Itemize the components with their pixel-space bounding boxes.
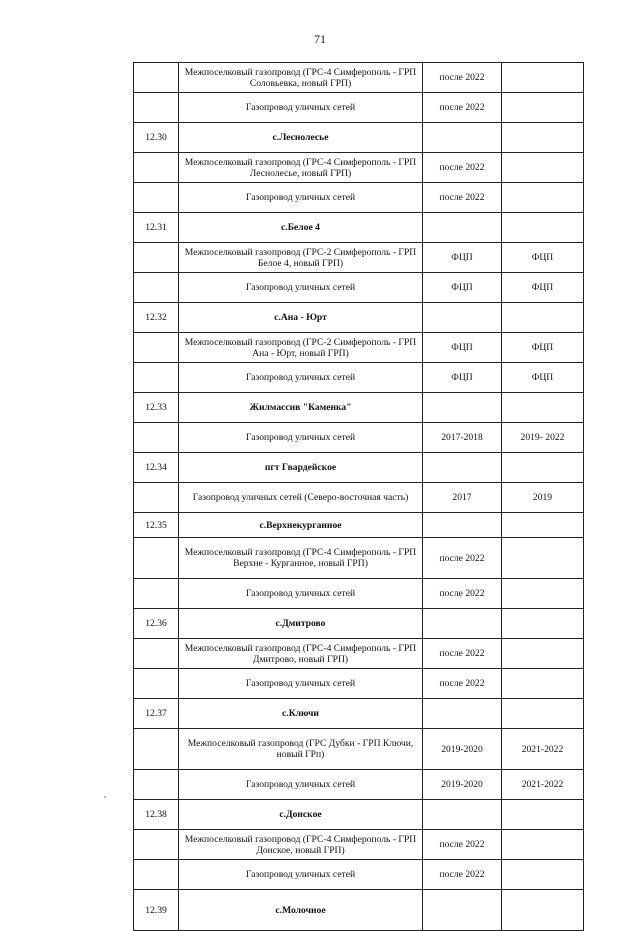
table-row	[134, 423, 584, 453]
section-header-row	[134, 453, 584, 483]
pipeline-name-cell: Газопровод уличных сетей	[179, 669, 423, 699]
period-end-cell: ФЦП	[502, 273, 584, 303]
item-number-cell	[134, 483, 179, 513]
section-header-row	[134, 213, 584, 243]
period-end-cell	[502, 538, 584, 579]
scan-speck	[104, 796, 106, 798]
period-end-cell: 2021-2022	[502, 770, 584, 800]
period-start-cell: после 2022	[423, 830, 502, 860]
page-number: 71	[314, 32, 326, 46]
period-start-cell	[423, 123, 502, 153]
settlement-name-cell: с.Молочное	[179, 890, 423, 931]
period-end-cell	[502, 669, 584, 699]
item-number-cell: 12.31	[134, 213, 179, 243]
item-number-cell	[134, 639, 179, 669]
table-row	[134, 729, 584, 770]
period-start-cell: после 2022	[423, 538, 502, 579]
item-number-cell	[134, 363, 179, 393]
item-number-cell: 12.37	[134, 699, 179, 729]
item-number-cell: 12.34	[134, 453, 179, 483]
period-start-cell: ФЦП	[423, 273, 502, 303]
period-start-cell: после 2022	[423, 153, 502, 183]
period-end-cell	[502, 639, 584, 669]
period-end-cell	[502, 93, 584, 123]
period-start-cell	[423, 393, 502, 423]
section-header-row	[134, 393, 584, 423]
period-end-cell	[502, 303, 584, 333]
period-start-cell	[423, 303, 502, 333]
pipeline-name-cell: Межпоселковый газопровод (ГРС Дубки - ГРП Ключи, новый ГРп)	[179, 729, 423, 770]
settlement-name-cell: с.Леснолесье	[179, 123, 423, 153]
section-header-row	[134, 800, 584, 830]
pipeline-name-cell: Газопровод уличных сетей	[179, 579, 423, 609]
period-start-cell: после 2022	[423, 860, 502, 890]
pipeline-name-cell: Газопровод уличных сетей	[179, 93, 423, 123]
settlement-name-cell: с.Ключи	[179, 699, 423, 729]
period-end-cell: ФЦП	[502, 363, 584, 393]
table-row	[134, 153, 584, 183]
settlement-name-cell: пгт Гвардейское	[179, 453, 423, 483]
settlement-name-cell: с.Белое 4	[179, 213, 423, 243]
period-end-cell: 2021-2022	[502, 729, 584, 770]
item-number-cell	[134, 830, 179, 860]
period-start-cell: после 2022	[423, 669, 502, 699]
period-end-cell	[502, 890, 584, 931]
period-end-cell: ФЦП	[502, 243, 584, 273]
period-start-cell: после 2022	[423, 183, 502, 213]
table-row	[134, 579, 584, 609]
item-number-cell: 12.39	[134, 890, 179, 931]
period-start-cell: 2017	[423, 483, 502, 513]
period-end-cell	[502, 699, 584, 729]
table-row	[134, 273, 584, 303]
period-end-cell: 2019	[502, 483, 584, 513]
gas-pipeline-table	[133, 62, 584, 931]
settlement-name-cell: с.Дмитрово	[179, 609, 423, 639]
period-end-cell	[502, 860, 584, 890]
pipeline-name-cell: Газопровод уличных сетей	[179, 363, 423, 393]
item-number-cell	[134, 669, 179, 699]
period-end-cell: 2019- 2022	[502, 423, 584, 453]
item-number-cell: 12.36	[134, 609, 179, 639]
item-number-cell: 12.32	[134, 303, 179, 333]
settlement-name-cell: Жилмассив "Каменка"	[179, 393, 423, 423]
section-header-row	[134, 609, 584, 639]
period-end-cell	[502, 830, 584, 860]
item-number-cell: 12.30	[134, 123, 179, 153]
pipeline-name-cell: Межпоселковый газопровод (ГРС-4 Симферополь - ГРП Соловьевка, новый ГРП)	[179, 63, 423, 93]
period-end-cell	[502, 393, 584, 423]
period-start-cell: после 2022	[423, 639, 502, 669]
period-start-cell	[423, 513, 502, 538]
table-row	[134, 63, 584, 93]
item-number-cell	[134, 538, 179, 579]
period-start-cell	[423, 453, 502, 483]
section-header-row	[134, 890, 584, 931]
period-end-cell	[502, 609, 584, 639]
pipeline-name-cell: Газопровод уличных сетей	[179, 770, 423, 800]
period-start-cell: ФЦП	[423, 363, 502, 393]
pipeline-name-cell: Межпоселковый газопровод (ГРС-2 Симферополь - ГРП Ана - Юрт, новый ГРП)	[179, 333, 423, 363]
pipeline-name-cell: Межпоселковый газопровод (ГРС-2 Симферополь - ГРП Белое 4, новый ГРП)	[179, 243, 423, 273]
pipeline-name-cell: Газопровод уличных сетей (Северо-восточная часть)	[179, 483, 423, 513]
item-number-cell	[134, 153, 179, 183]
table-row	[134, 538, 584, 579]
period-end-cell	[502, 153, 584, 183]
period-start-cell	[423, 800, 502, 830]
period-end-cell	[502, 123, 584, 153]
period-start-cell: 2019-2020	[423, 729, 502, 770]
table-row	[134, 770, 584, 800]
period-end-cell	[502, 453, 584, 483]
period-end-cell	[502, 63, 584, 93]
item-number-cell	[134, 860, 179, 890]
period-start-cell: после 2022	[423, 579, 502, 609]
pipeline-name-cell: Газопровод уличных сетей	[179, 860, 423, 890]
period-start-cell: ФЦП	[423, 243, 502, 273]
table-row	[134, 639, 584, 669]
period-start-cell	[423, 213, 502, 243]
item-number-cell: 12.33	[134, 393, 179, 423]
item-number-cell	[134, 770, 179, 800]
item-number-cell	[134, 63, 179, 93]
item-number-cell	[134, 729, 179, 770]
item-number-cell	[134, 423, 179, 453]
item-number-cell	[134, 579, 179, 609]
table-row	[134, 333, 584, 363]
pipeline-name-cell: Межпоселковый газопровод (ГРС-4 Симферополь - ГРП Леснолесье, новый ГРП)	[179, 153, 423, 183]
period-end-cell: ФЦП	[502, 333, 584, 363]
table-row	[134, 243, 584, 273]
section-header-row	[134, 513, 584, 538]
period-start-cell: после 2022	[423, 63, 502, 93]
pipeline-name-cell: Газопровод уличных сетей	[179, 273, 423, 303]
period-end-cell	[502, 800, 584, 830]
settlement-name-cell: с.Ана - Юрт	[179, 303, 423, 333]
table-body	[134, 63, 584, 931]
period-end-cell	[502, 513, 584, 538]
item-number-cell	[134, 93, 179, 123]
period-start-cell	[423, 699, 502, 729]
pipeline-name-cell: Газопровод уличных сетей	[179, 183, 423, 213]
table-row	[134, 93, 584, 123]
table-row	[134, 830, 584, 860]
period-end-cell	[502, 213, 584, 243]
item-number-cell	[134, 333, 179, 363]
table-row	[134, 483, 584, 513]
section-header-row	[134, 699, 584, 729]
period-start-cell	[423, 609, 502, 639]
item-number-cell	[134, 183, 179, 213]
pipeline-name-cell: Межпоселковый газопровод (ГРС-4 Симферополь - ГРП Донское, новый ГРП)	[179, 830, 423, 860]
pipeline-name-cell: Межпоселковый газопровод (ГРС-4 Симферополь - ГРП Верхне - Курганное, новый ГРП)	[179, 538, 423, 579]
period-start-cell: 2019-2020	[423, 770, 502, 800]
period-start-cell: после 2022	[423, 93, 502, 123]
item-number-cell	[134, 273, 179, 303]
table-row	[134, 363, 584, 393]
period-start-cell: ФЦП	[423, 333, 502, 363]
item-number-cell: 12.35	[134, 513, 179, 538]
table-row	[134, 860, 584, 890]
table-row	[134, 669, 584, 699]
section-header-row	[134, 303, 584, 333]
period-start-cell	[423, 890, 502, 931]
table-row	[134, 183, 584, 213]
period-end-cell	[502, 579, 584, 609]
period-start-cell: 2017-2018	[423, 423, 502, 453]
settlement-name-cell: с.Донское	[179, 800, 423, 830]
item-number-cell: 12.38	[134, 800, 179, 830]
settlement-name-cell: с.Верхнекурганное	[179, 513, 423, 538]
item-number-cell	[134, 243, 179, 273]
pipeline-name-cell: Межпоселковый газопровод (ГРС-4 Симферополь - ГРП Дмитрово, новый ГРП)	[179, 639, 423, 669]
period-end-cell	[502, 183, 584, 213]
pipeline-name-cell: Газопровод уличных сетей	[179, 423, 423, 453]
section-header-row	[134, 123, 584, 153]
